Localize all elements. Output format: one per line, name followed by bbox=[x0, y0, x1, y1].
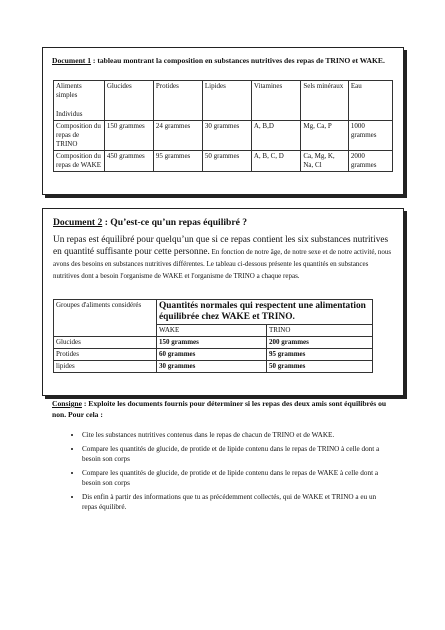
table-header-row bbox=[54, 300, 373, 325]
needs-table bbox=[53, 299, 373, 373]
document-2-text bbox=[53, 234, 395, 282]
corner-bottom-label: Individus bbox=[56, 110, 83, 118]
explanation-text: En fonction de notre âge, de notre sexe et de notre activité, nous avons des besoins en substances nutritives différentes. Le tableau ci-dessous présente les quantités en substances nutritives dont a besoin l'organisme de WAKE et l'organisme de TRINO a chaque repas. bbox=[53, 248, 392, 280]
instructions-heading bbox=[52, 398, 392, 420]
table-cell: 1000 grammes bbox=[348, 121, 392, 151]
table-row bbox=[54, 349, 373, 361]
row-label: lipides bbox=[54, 361, 157, 373]
document-2-box bbox=[42, 208, 404, 396]
table-cell: 95 grammes bbox=[267, 349, 373, 361]
instructions-list bbox=[60, 430, 392, 516]
row-label: Glucides bbox=[54, 337, 157, 349]
list-item: • Compare les quantités de glucide, de protide et de lipide contenu dans le repas de WAKE à celle dont a besoin son corps bbox=[82, 468, 392, 488]
column-header: Eau bbox=[348, 81, 392, 121]
composition-table bbox=[53, 80, 393, 172]
corner-cell bbox=[54, 81, 105, 121]
table-header-row bbox=[54, 81, 393, 121]
column-header: Sels minéraux bbox=[301, 81, 349, 121]
table-row bbox=[54, 337, 373, 349]
column-header: Glucides bbox=[104, 81, 153, 121]
column-header: Groupes d'aliments considérés bbox=[54, 300, 157, 337]
instructions-text: : Exploite les documents fournis pour déterminer si les repas des deux amis sont équilibrés ou non. Pour cela : bbox=[52, 399, 387, 419]
table-cell: Ca, Mg, K, Na, Cl bbox=[301, 151, 349, 172]
table-row bbox=[54, 151, 393, 172]
column-header: WAKE bbox=[157, 325, 267, 337]
row-label: Composition du repas de TRINO bbox=[54, 121, 105, 151]
document-1-title bbox=[52, 56, 392, 67]
list-item: • Dis enfin à partir des informations que tu as précédemment collectés, qui de WAKE et TRINO a eu un repas équilibré. bbox=[82, 492, 392, 512]
column-header-main: Quantités normales qui respectent une alimentation équilibrée chez WAKE et TRINO. bbox=[157, 300, 373, 325]
column-header: Protides bbox=[153, 81, 202, 121]
table-cell: 150 grammes bbox=[157, 337, 267, 349]
column-header: TRINO bbox=[267, 325, 373, 337]
table-cell: 150 grammes bbox=[104, 121, 153, 151]
table-row bbox=[54, 361, 373, 373]
table-cell: 30 grammes bbox=[157, 361, 267, 373]
table-row bbox=[54, 121, 393, 151]
table-cell: 450 grammes bbox=[104, 151, 153, 172]
table-cell: 2000 grammes bbox=[348, 151, 392, 172]
table-cell: 95 grammes bbox=[153, 151, 202, 172]
list-item: • Compare les quantités de glucide, de protide et de lipide contenu dans le repas de TRINO à celle dont a besoin son corps bbox=[82, 444, 392, 464]
table-cell: 30 grammes bbox=[202, 121, 251, 151]
instructions-label: Consigne bbox=[52, 399, 82, 408]
corner-top-label: Aliments simples bbox=[56, 82, 82, 99]
list-item: • Cite les substances nutritives contenus dans le repas de chacun de TRINO et de WAKE. bbox=[82, 430, 392, 440]
table-cell: 60 grammes bbox=[157, 349, 267, 361]
document-2-title bbox=[53, 217, 247, 228]
table-cell: 50 grammes bbox=[202, 151, 251, 172]
table-cell: A, B,D bbox=[251, 121, 300, 151]
document-1-label: Document 1 bbox=[52, 56, 92, 65]
table-cell: Mg, Ca, P bbox=[301, 121, 349, 151]
document-1-caption: : tableau montrant la composition en substances nutritives des repas de TRINO et WAKE. bbox=[91, 56, 385, 65]
table-cell: 200 grammes bbox=[267, 337, 373, 349]
table-cell: A, B, C, D bbox=[251, 151, 300, 172]
row-label: Protides bbox=[54, 349, 157, 361]
table-cell: 50 grammes bbox=[267, 361, 373, 373]
document-1-box bbox=[42, 47, 404, 195]
document-2-label: Document 2 bbox=[53, 217, 103, 228]
column-header: Vitamines bbox=[251, 81, 300, 121]
row-label: Composition du repas de WAKE bbox=[54, 151, 105, 172]
table-cell: 24 grammes bbox=[153, 121, 202, 151]
document-2-caption: : Qu’est-ce qu’un repas équilibré ? bbox=[102, 217, 248, 228]
definition-text: Un repas est équilibré pour quelqu’un que si ce repas contient les six substances nutritives en quantité suffisante pour cette personne. bbox=[53, 235, 389, 257]
column-header: Lipides bbox=[202, 81, 251, 121]
